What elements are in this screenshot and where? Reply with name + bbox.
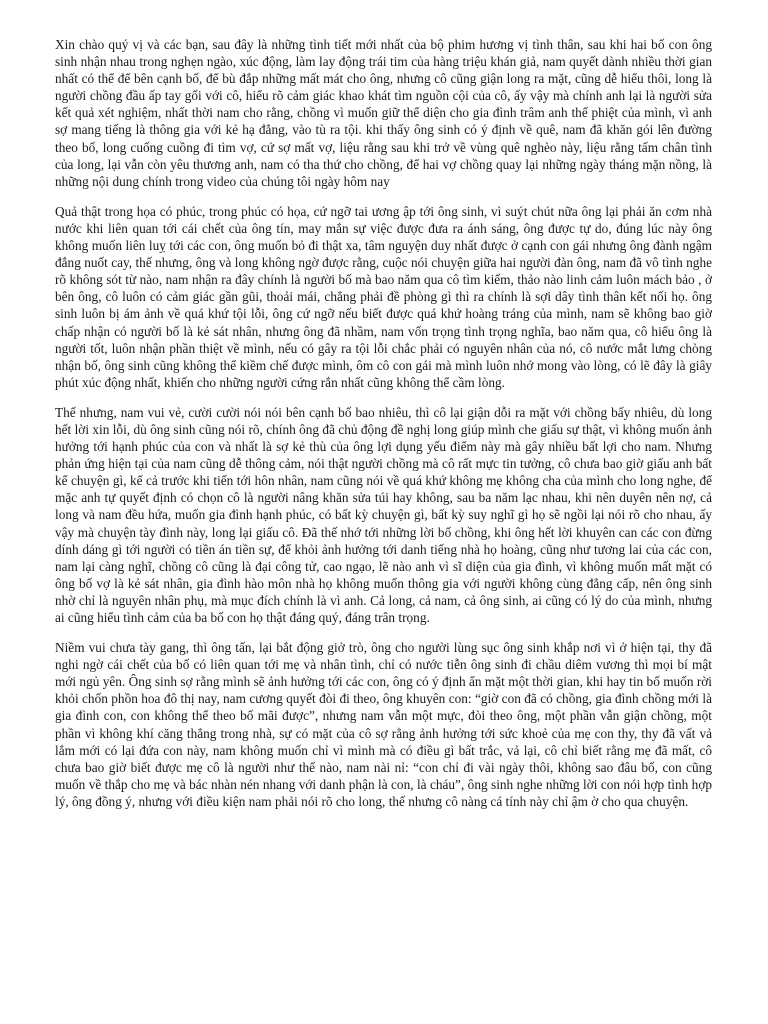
paragraph-2: Quả thật trong họa có phúc, trong phúc có họa, cứ ngỡ tai ương ập tới ông sinh, vì suýt chút nữa ông lại phải ăn cơm nhà nước khi liên quan tới cái chết của ông tín, may mắn sự việc được đưa ra ánh sáng, ông được tự do, đúng lúc này ông không muốn liên luỵ tới các con, ông muốn bỏ đi thật xa, tâm nguyện duy nhất được ở cạnh con gái nhưng ông đành ngậm đắng nuốt cay, thế nhưng, ông và long không ngờ được rằng, cuộc nói chuyện giữa hai người đàn ông, nam đã vô tình nghe rõ không sót từ nào, nam nhận ra đây chính là người bố mà bao năm qua cô tìm kiếm, thảo nào linh cảm luôn mách bảo , ở bên ông, cô luôn có cảm giác gần gũi, thoải mái, chẳng phải đề phòng gì thì ra chính là sợi dây tình thân kết nối họ. ông sinh luôn bị ám ảnh về quá khứ tội lỗi, ông cứ ngỡ nếu biết được quá khứ hoàng tráng của mình, nam sẽ không bao giờ chấp nhận có người bố là kẻ sát nhân, nhưng ông đã nhầm, nam vốn trọng tình trọng nghĩa, bao năm qua, cô hiểu ông là người tốt, luôn nhận phần thiệt về mình, nếu có gây ra tội lỗi chắc phải có nguyên nhân của nó, cô nước mắt lưng chòng nhận bố, ông sinh cũng không thể kiềm chế được mình, ôm cô con gái mà mình luôn nhớ mong vào lòng, có lẽ đây là giây phút xúc động nhất, khiến cho những người cứng rắn nhất cũng không thể cầm lòng. [55, 203, 712, 390]
paragraph-4: Niềm vui chưa tày gang, thì ông tấn, lại bắt động giở trò, ông cho người lùng sục ông sinh khắp nơi vì ở hiện tại, thy đã nghi ngờ cái chết của bố có liên quan tới mẹ và nhân tình, chỉ có nước tiễn ông sinh đi chầu diêm vương thì mọi bí mật mới ngủ yên. Ông sinh sợ rằng mình sẽ ảnh hưởng tới các con, ông có ý định ẩn mặt một thời gian, khi hay tin bố muốn rời khỏi chốn phồn hoa đô thị nay, nam cương quyết đòi đi theo, ông khuyên con: “giờ con đã có chồng, gia đình chồng mới là gia đình con, con không thể theo bố mãi được”, nhưng nam vẫn một mực, đòi theo ông, một phần vẫn giận chồng, một phần vì không khí căng thẳng trong nhà, sự có mặt của cô sợ rằng ảnh hưởng tới sức khoẻ của mẹ con thy, thy đã vất vả lắm mới có lại đứa con này, nam không muốn chỉ vì mình mà có điều gì bất trắc, vả lại, cô chỉ biết rằng mẹ đã mất, cô chưa bao giờ biết được mẹ cô là người như thế nào, nam nài nỉ: “con chỉ đi vài ngày thôi, không sao đâu bố, con cũng muốn về thắp cho mẹ và bác nhàn nén nhang với danh phận là con, là cháu”, ông sinh nghe những lời con nói hợp tình hợp lý, ông đồng ý, nhưng với điều kiện nam phải nói rõ cho long, thế nhưng cô nàng cá tính này chỉ ậm ờ cho qua chuyện. [55, 640, 712, 809]
paragraph-3: Thế nhưng, nam vui vẻ, cười cười nói nói bên cạnh bố bao nhiêu, thì cô lại giận dỗi ra mặt với chồng bấy nhiêu, dù long hết lời xin lỗi, dù ông sinh cũng nói rõ, chính ông đã chủ động đề nghị long giúp mình che giấu sự thật, vì không muốn ảnh hưởng tới hạnh phúc của con và nhất là sợ kẻ thù của ông lợi dụng yếu điểm này mà gây nhiều bất lợi cho nam. Nhưng phản ứng hiện tại của nam cũng dễ thông cảm, nói thật người chồng mà cô rất mực tin tưởng, cô chưa bao giờ giấu anh bất kể chuyện gì, kể cả trước khi tiến tới hôn nhân, nam cũng nói về quá khứ không mẹ không cha của mình cho long nghe, để mặc anh tự quyết định có chọn cô là người nâng khăn sửa túi hay không, sau ba năm lạc nhau, khi nên duyên nên nợ, cả long và nam đều hứa, muốn gia đình hạnh phúc, có bất kỳ chuyện gì, bất kỳ suy nghĩ gì họ sẽ ngồi lại nói rõ cho nhau, ấy vậy mà chuyện tày đình này, long lại giấu cô. Đã thế nhớ tới những lời bố chồng, khi ông hết lời khuyên can các con đừng dính dáng gì tới người có tiền án tiền sự, để khỏi ảnh hưởng tới danh tiếng nhà họ hoàng, cũng như tương lai của các con, nam lại càng nghĩ, chồng cô cũng là đại công tử, cao ngạo, lẽ nào anh vì sĩ diện của gia đình, vì không muốn mất mặt có ông bố vợ là kẻ sát nhân, gia đình hào môn nhà họ không muốn thông gia với người không cùng đẳng cấp, nên ông sinh nhờ chỉ là nguyên nhân phụ, mà mục đích chính là vì anh. Cả long, cả nam, cả ông sinh, ai cũng có lý do của mình, nhưng ai cũng hiểu tình cảm của ba bố con họ thật đáng quý, đáng trân trọng. [55, 404, 712, 625]
paragraph-1: Xin chào quý vị và các bạn, sau đây là những tình tiết mới nhất của bộ phim hương vị tình thân, sau khi hai bố con ông sinh nhận nhau trong nghẹn ngào, xúc động, làm lay động trái tim của hàng triệu khán giả, nam quyết dành nhiều thời gian nhất có thể để bên cạnh bố, để bù đắp những mất mát cho ông, nhưng cô cũng giận long ra mặt, cũng dễ hiểu thôi, long là người chồng đầu ấp tay gối với cô, hiểu rõ cảm giác khao khát tìm nguồn cội của cô, ấy vậy mà chính anh lại là người sửa kết quả xét nghiệm, nhất thời nam cho rằng, chồng vì muốn giữ thể diện cho gia đình trâm anh thế phiệt của mình, vì anh sợ mang tiếng là thông gia với kẻ hạ đẳng, vào tù ra tội. khi thấy ông sinh có ý định về quê, nam đã khăn gói lên đường theo bố, long cuống cuồng đi tìm vợ, cứ sợ mất vợ, liệu rằng sau khi trở về vùng quê nghèo này, liệu rằng tấm chân tình của long, lại vẫn còn yêu thương anh, nam có tha thứ cho chồng, để hai vợ chồng quay lại những ngày tháng mặn nồng, là những nội dung chính trong video của chúng tôi ngày hôm nay [55, 37, 712, 189]
